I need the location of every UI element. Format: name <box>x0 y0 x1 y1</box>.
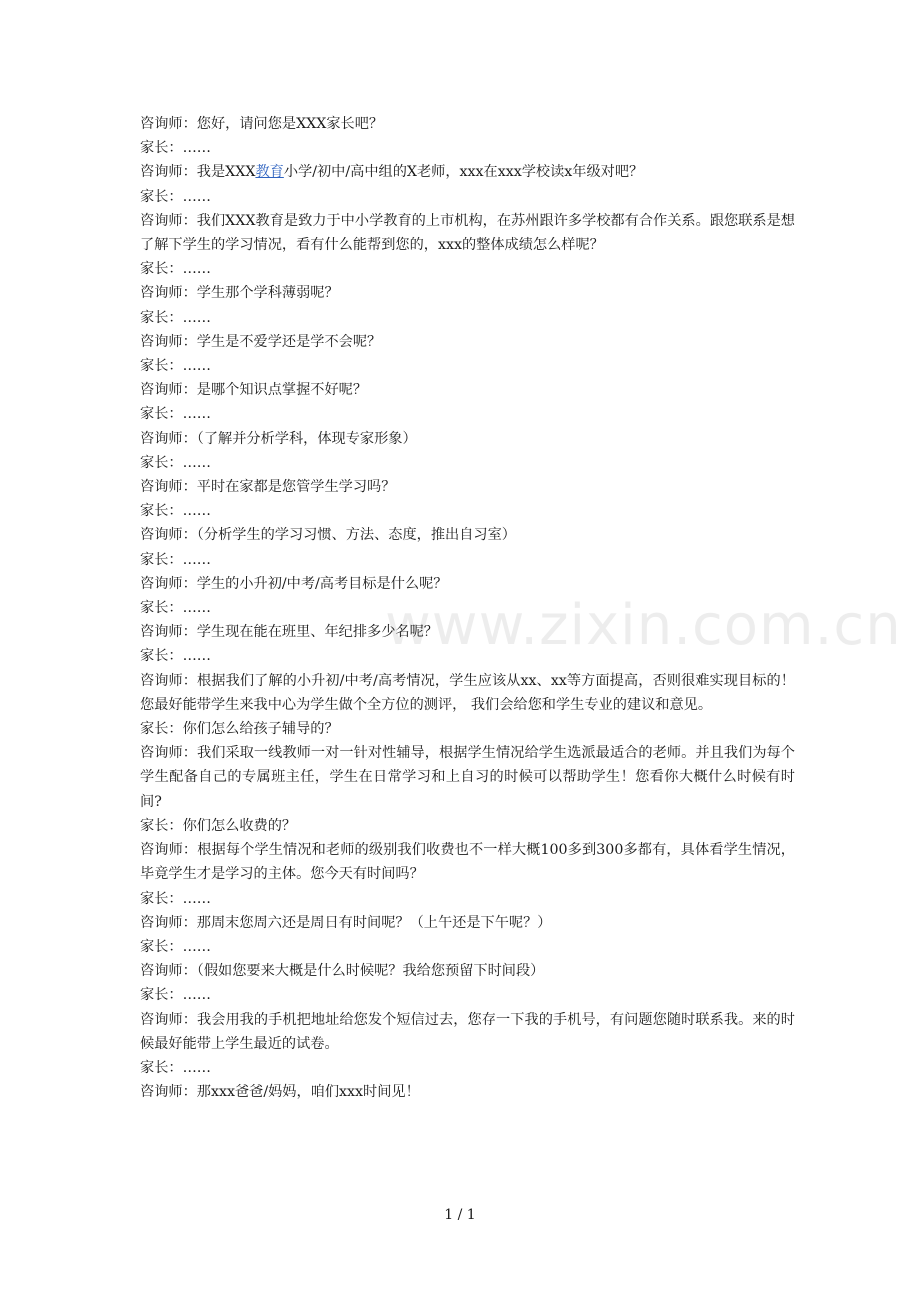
dialogue-line <box>140 160 795 184</box>
dialogue-line: 咨询师：根据我们了解的小升初/中考/高考情况，学生应该从xx、xx等方面提高，否则很难实现目标的！您最好能带学生来我中心为学生做个全方位的测评， 我们会给您和学生专业的建议和意见。 <box>140 672 795 713</box>
line-suffix: 小学/初中/高中组的X老师，xxx在xxx学校读x年级对吧？ <box>283 164 644 181</box>
dialogue-line: 家长：…… <box>140 890 211 907</box>
dialogue-line: 咨询师：学生的小升初/中考/高考目标是什么呢？ <box>140 575 448 592</box>
dialogue-line: 咨询师：我会用我的手机把地址给您发个短信过去，您存一下我的手机号，有问题您随时联系我。来的时候最好能带上学生最近的试卷。 <box>140 1011 795 1052</box>
dialogue-line: 咨询师：那周末您周六还是周日有时间呢？（上午还是下午呢？） <box>140 914 552 931</box>
dialogue-line: 家长：你们怎么收费的？ <box>140 817 297 834</box>
dialogue-script <box>140 112 795 1104</box>
dialogue-line: 家长：…… <box>140 1059 211 1076</box>
dialogue-line: 家长：…… <box>140 140 211 157</box>
page-number: 1 / 1 <box>444 1207 476 1223</box>
dialogue-line: 咨询师：您好，请问您是XXX家长吧？ <box>140 116 384 132</box>
dialogue-line: 家长：…… <box>140 648 211 665</box>
dialogue-line: 咨询师：根据每个学生情况和老师的级别我们收费也不一样大概100多到300多都有，具体看学生情况，毕竟学生才是学习的主体。您今天有时间吗？ <box>140 842 795 883</box>
education-link[interactable]: 教育 <box>255 164 284 181</box>
dialogue-line: 咨询师：学生现在能在班里、年纪排多少名呢？ <box>140 624 438 641</box>
line-prefix: 咨询师：我是XXX <box>140 164 256 181</box>
dialogue-line: 家长：…… <box>140 261 211 278</box>
dialogue-line: 家长：…… <box>140 454 211 471</box>
dialogue-line: 家长：…… <box>140 600 211 617</box>
dialogue-line: 咨询师：平时在家都是您管学生学习吗？ <box>140 479 396 496</box>
dialogue-line: 咨询师：（分析学生的学习习惯、方法、态度，推出自习室） <box>140 527 516 544</box>
dialogue-line: 咨询师：学生那个学科薄弱呢？ <box>140 285 339 302</box>
dialogue-line: 家长：…… <box>140 188 211 205</box>
dialogue-line: 家长：…… <box>140 309 211 326</box>
dialogue-line: 咨询师：（假如您要来大概是什么时候呢？我给您预留下时间段） <box>140 963 545 980</box>
dialogue-line: 家长：…… <box>140 938 211 955</box>
dialogue-line: 咨询师：我们采取一线教师一对一针对性辅导，根据学生情况给学生选派最适合的老师。并且我们为每个学生配备自己的专属班主任，学生在日常学习和上自习的时候可以帮助学生！您看你大概什么时候有时间? <box>140 745 795 810</box>
dialogue-line: 咨询师：学生是不爱学还是学不会呢？ <box>140 333 382 350</box>
dialogue-line: 家长：…… <box>140 503 211 520</box>
dialogue-line: 家长：…… <box>140 551 211 568</box>
dialogue-line: 家长：…… <box>140 987 211 1004</box>
dialogue-line: 家长：…… <box>140 358 211 375</box>
dialogue-line: 家长：你们怎么给孩子辅导的？ <box>140 721 339 738</box>
dialogue-line: 咨询师：那xxx爸爸/妈妈，咱们xxx时间见！ <box>140 1084 420 1101</box>
watermark: www.zixin.com.cn <box>385 593 902 658</box>
dialogue-line: 家长：…… <box>140 406 211 423</box>
dialogue-line: 咨询师：是哪个知识点掌握不好呢？ <box>140 382 368 399</box>
dialogue-line: 咨询师：我们XXX教育是致力于中小学教育的上市机构，在苏州跟许多学校都有合作关系。跟您联系是想了解下学生的学习情况，看有什么能帮到您的，xxx的整体成绩怎么样呢？ <box>140 212 795 254</box>
dialogue-line: 咨询师：（了解并分析学科，体现专家形象） <box>140 430 417 447</box>
